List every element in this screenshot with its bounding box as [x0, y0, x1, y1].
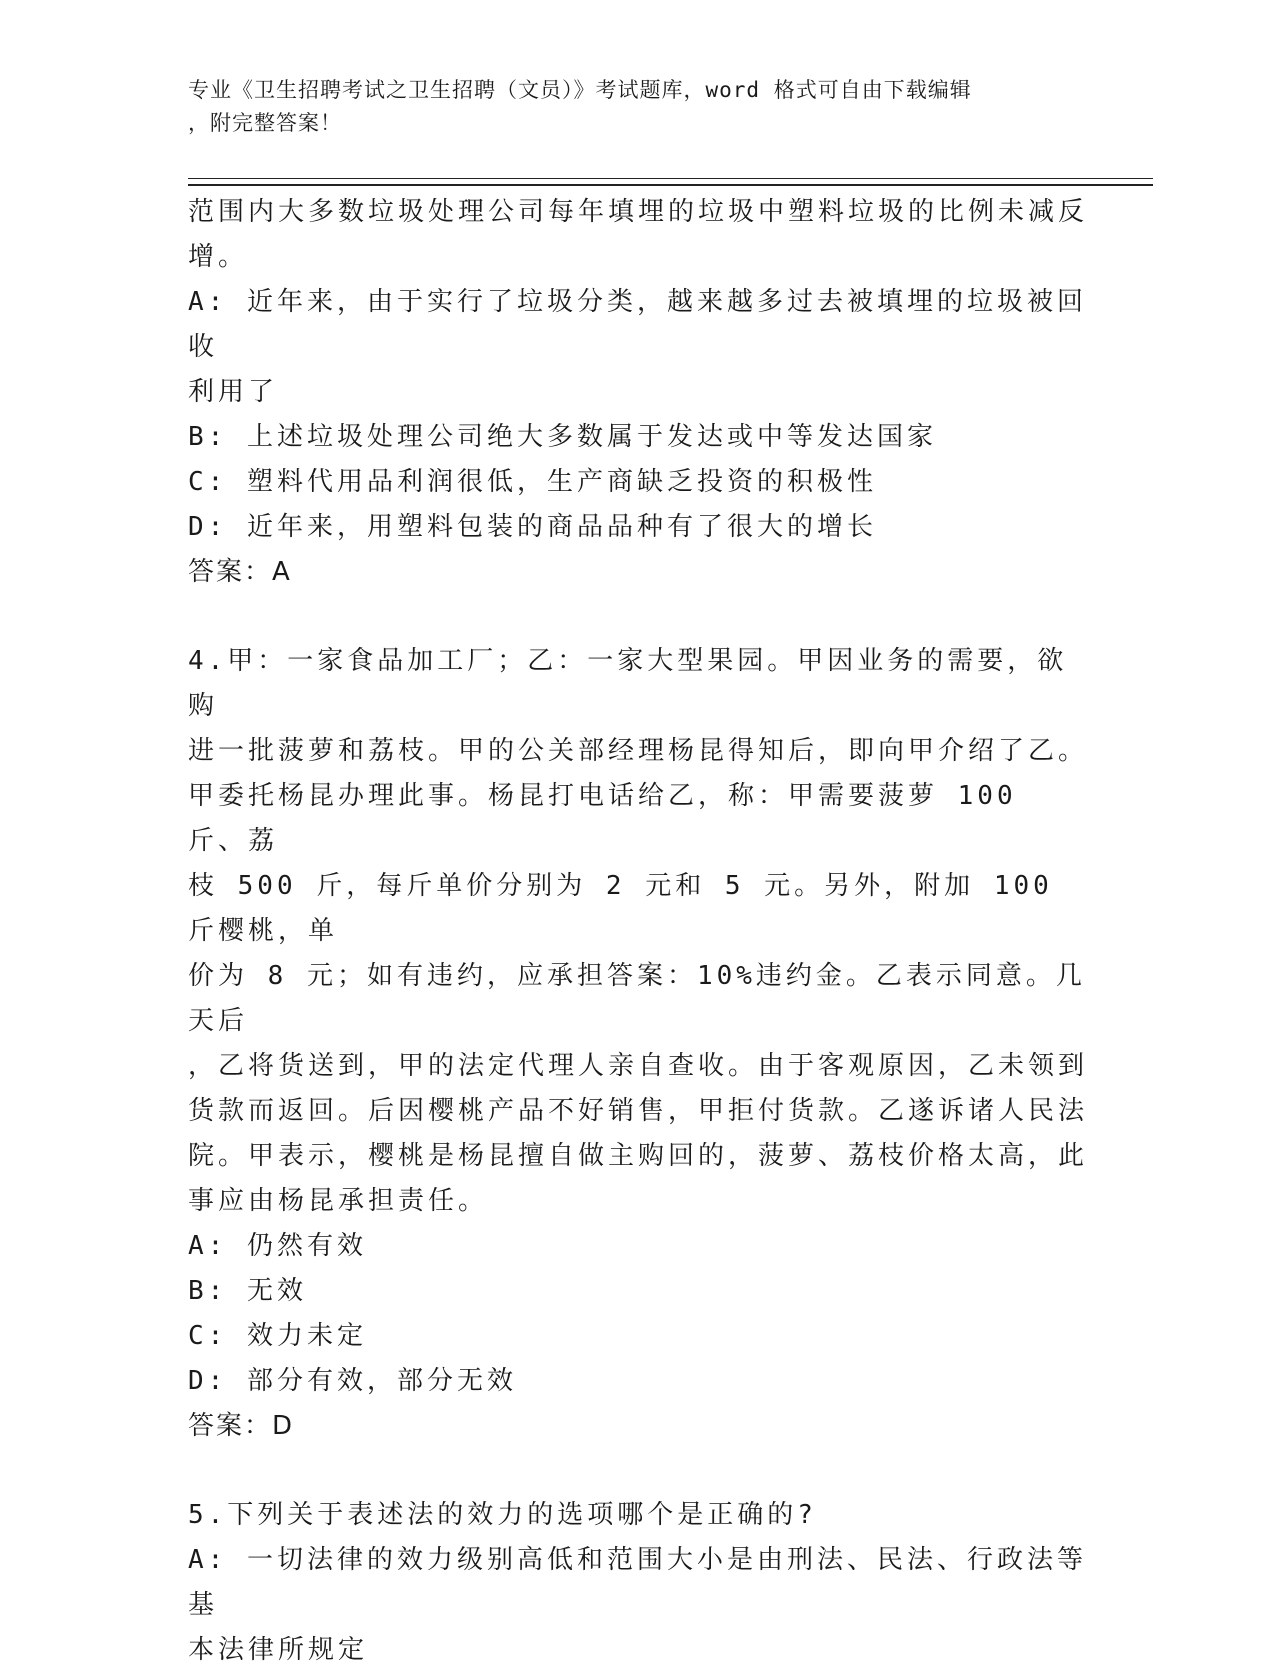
question-4-option-a: A: 仍然有效 [188, 1231, 367, 1261]
question-4-option-c: C: 效力未定 [188, 1321, 367, 1351]
question-5-option-a-line2: 本法律所规定 [188, 1635, 369, 1665]
question-3-answer: 答案：A [188, 557, 292, 587]
question-3-option-c: C: 塑料代用品利润很低，生产商缺乏投资的积极性 [188, 467, 877, 497]
question-3-option-b: B: 上述垃圾处理公司绝大多数属于发达或中等发达国家 [188, 422, 937, 452]
question-5-option-a-line1: A: 一切法律的效力级别高低和范围大小是由刑法、民法、行政法等基 [188, 1545, 1087, 1620]
question-4-option-b: B: 无效 [188, 1276, 307, 1306]
header-divider [188, 178, 1153, 186]
question-4-option-d: D: 部分有效，部分无效 [188, 1366, 517, 1396]
question-3-stem-line2: 增。 [188, 242, 249, 272]
question-4 [188, 639, 1088, 1449]
question-4-stem-line: 枝 500 斤，每斤单价分别为 2 元和 5 元。另外，附加 100 斤樱桃，单 [188, 871, 1053, 946]
header-title-line2: ，附完整答案！ [188, 111, 342, 135]
question-4-stem-line: ，乙将货送到，甲的法定代理人亲自查收。由于客观原因，乙未领到 [188, 1051, 1089, 1081]
question-4-stem-line: 院。甲表示，樱桃是杨昆擅自做主购回的，菠萝、荔枝价格太高，此 [188, 1141, 1089, 1171]
spacer [188, 595, 1088, 639]
question-4-stem-line: 价为 8 元；如有违约，应承担答案：10%违约金。乙表示同意。几天后 [188, 961, 1086, 1036]
question-4-stem-line: 进一批菠萝和荔枝。甲的公关部经理杨昆得知后，即向甲介绍了乙。 [188, 736, 1089, 766]
question-3-option-d: D: 近年来，用塑料包装的商品品种有了很大的增长 [188, 512, 877, 542]
question-5-stem: 5.下列关于表述法的效力的选项哪个是正确的? [188, 1500, 817, 1530]
document-header [188, 74, 1068, 140]
document-body [188, 190, 1088, 1673]
question-3-option-a-line2: 利用了 [188, 377, 279, 407]
question-4-stem-line: 事应由杨昆承担责任。 [188, 1186, 489, 1216]
question-3 [188, 190, 1088, 595]
question-4-stem-line: 甲委托杨昆办理此事。杨昆打电话给乙，称：甲需要菠萝 100 斤、荔 [188, 781, 1017, 856]
question-4-stem-line: 货款而返回。后因樱桃产品不好销售，甲拒付货款。乙遂诉诸人民法 [188, 1096, 1089, 1126]
question-4-stem-line: 4.甲：一家食品加工厂；乙：一家大型果园。甲因业务的需要，欲购 [188, 646, 1068, 721]
question-5 [188, 1493, 1088, 1673]
spacer [188, 1449, 1088, 1493]
header-title-line1: 专业《卫生招聘考试之卫生招聘（文员）》考试题库，word 格式可自由下载编辑 [188, 78, 972, 102]
question-3-option-a-line1: A: 近年来，由于实行了垃圾分类，越来越多过去被填埋的垃圾被回收 [188, 287, 1087, 362]
question-3-stem-line1: 范围内大多数垃圾处理公司每年填埋的垃圾中塑料垃圾的比例未减反 [188, 197, 1089, 227]
question-4-answer: 答案：D [188, 1411, 295, 1441]
